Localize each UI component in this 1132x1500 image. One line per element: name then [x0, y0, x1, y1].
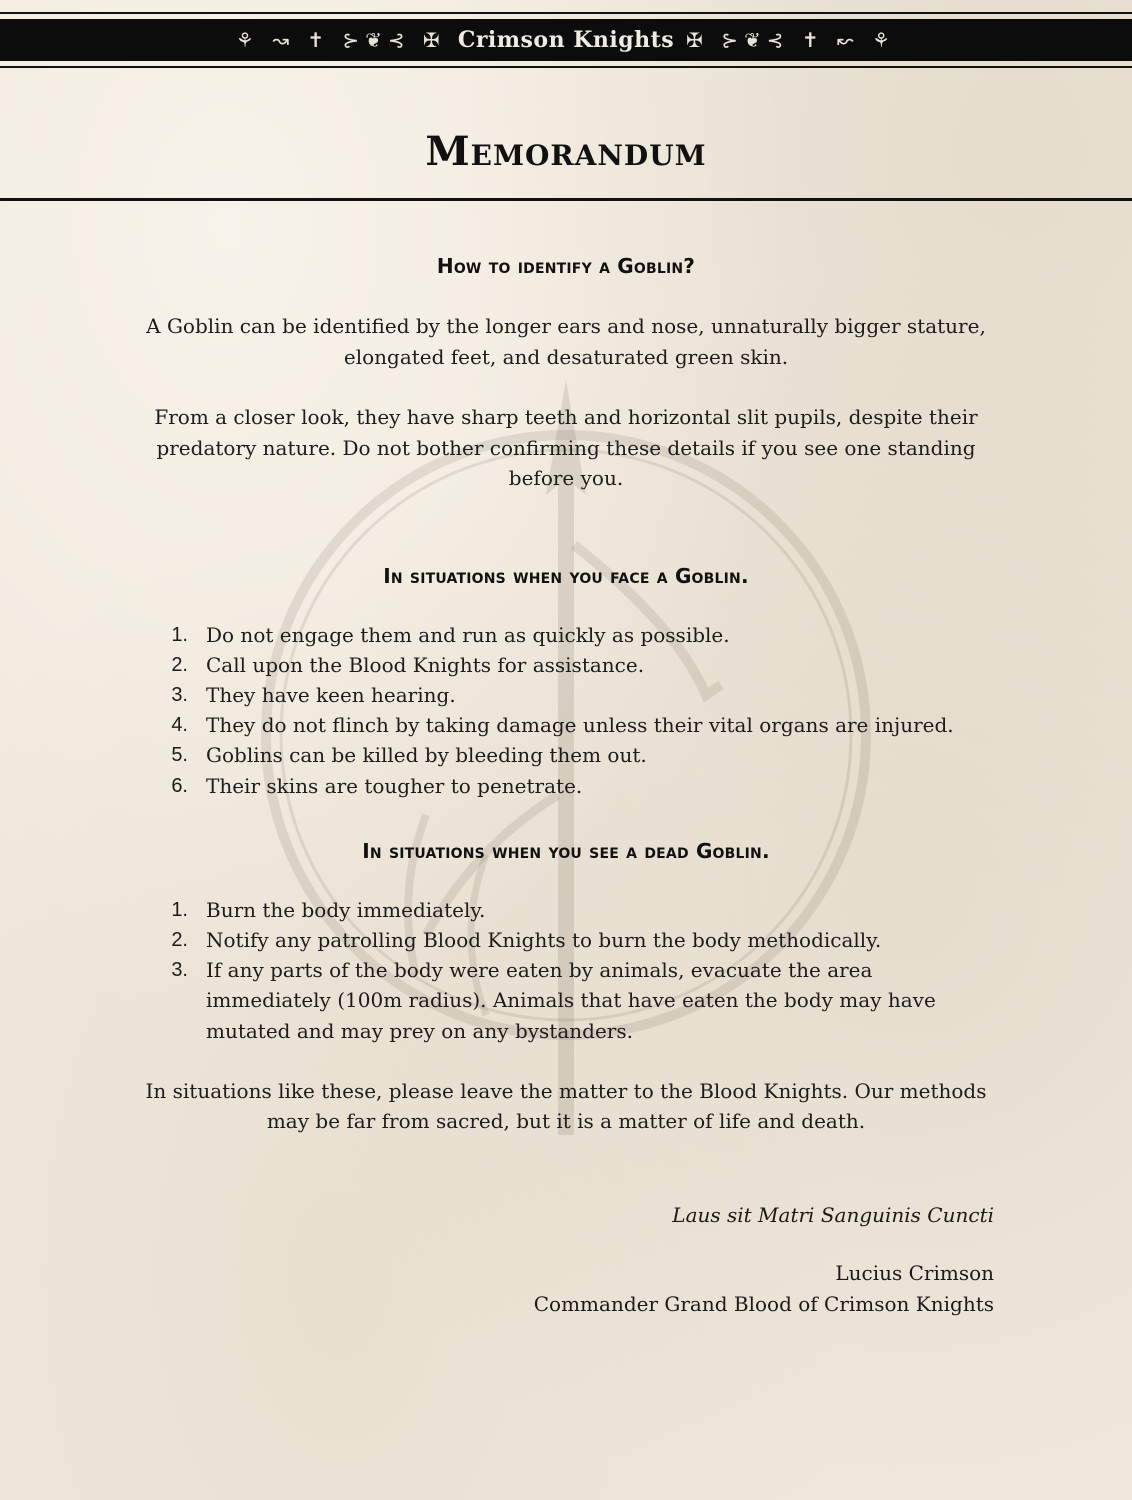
list-item — [140, 680, 992, 710]
list-item — [140, 771, 992, 801]
list-text: They have keen hearing. — [206, 682, 456, 707]
header-banner — [0, 19, 1132, 61]
list-item — [140, 955, 992, 1046]
list-number: 4. — [171, 714, 188, 737]
dead-goblin-list — [140, 895, 992, 1046]
list-text: Their skins are tougher to penetrate. — [206, 773, 583, 798]
list-item — [140, 925, 992, 955]
section-heading-face: In situations when you face a Goblin. — [383, 563, 749, 588]
identify-paragraph-1: A Goblin can be identified by the longer ears and nose, unnaturally bigger stature, elongated feet, and desaturated green skin. — [146, 314, 986, 369]
list-number: 1. — [171, 623, 188, 646]
signature-role: Commander Grand Blood of Crimson Knights — [533, 1292, 994, 1316]
list-item — [140, 710, 992, 740]
list-number: 1. — [171, 898, 188, 921]
list-number: 2. — [171, 653, 188, 676]
list-text: They do not flinch by taking damage unless their vital organs are injured. — [206, 713, 954, 738]
header-bottom-rule — [0, 66, 1132, 68]
title-divider — [0, 198, 1132, 201]
list-text: If any parts of the body were eaten by animals, evacuate the area immediately (100m radius). Animals that have eaten the body may have mutated and may prey on any bystanders. — [206, 958, 936, 1043]
face-goblin-list — [140, 620, 992, 801]
list-number: 6. — [171, 774, 188, 797]
list-text: Burn the body immediately. — [206, 897, 486, 922]
memo-body — [140, 250, 992, 1137]
page-title: Memorandum — [425, 128, 707, 175]
closing-paragraph: In situations like these, please leave the matter to the Blood Knights. Our methods may be far from sacred, but it is a matter of life and death. — [145, 1078, 987, 1134]
list-text: Goblins can be killed by bleeding them out. — [206, 743, 647, 768]
list-text: Call upon the Blood Knights for assistance. — [206, 652, 645, 677]
signature-motto: Laus sit Matri Sanguinis Cuncti — [672, 1203, 994, 1227]
list-number: 3. — [171, 683, 188, 706]
signature-block — [534, 1200, 994, 1320]
identify-paragraph-2: From a closer look, they have sharp teeth and horizontal slit pupils, despite their predatory nature. Do not bother confirming these details if you see one standing before you. — [154, 405, 978, 490]
list-item — [140, 650, 992, 680]
header-top-rule — [0, 12, 1132, 14]
list-number: 2. — [171, 928, 188, 951]
list-item — [140, 620, 992, 650]
list-number: 3. — [171, 959, 188, 982]
list-text: Notify any patrolling Blood Knights to burn the body methodically. — [206, 927, 882, 952]
list-number: 5. — [171, 744, 188, 767]
organization-name: Crimson Knights — [457, 27, 675, 53]
list-item — [140, 740, 992, 770]
list-text: Do not engage them and run as quickly as possible. — [206, 622, 730, 647]
section-heading-identify: How to identify a Goblin? — [436, 254, 696, 278]
signature-name: Lucius Crimson — [835, 1261, 994, 1285]
ornament-right: ✠ ⊱❦⊰ ✝ ↜ ⚘ — [686, 28, 897, 52]
ornament-left: ⚘ ↝ ✝ ⊱❦⊰ ✠ — [235, 28, 446, 52]
section-heading-dead: In situations when you see a dead Goblin. — [362, 838, 770, 863]
list-item — [140, 895, 992, 925]
